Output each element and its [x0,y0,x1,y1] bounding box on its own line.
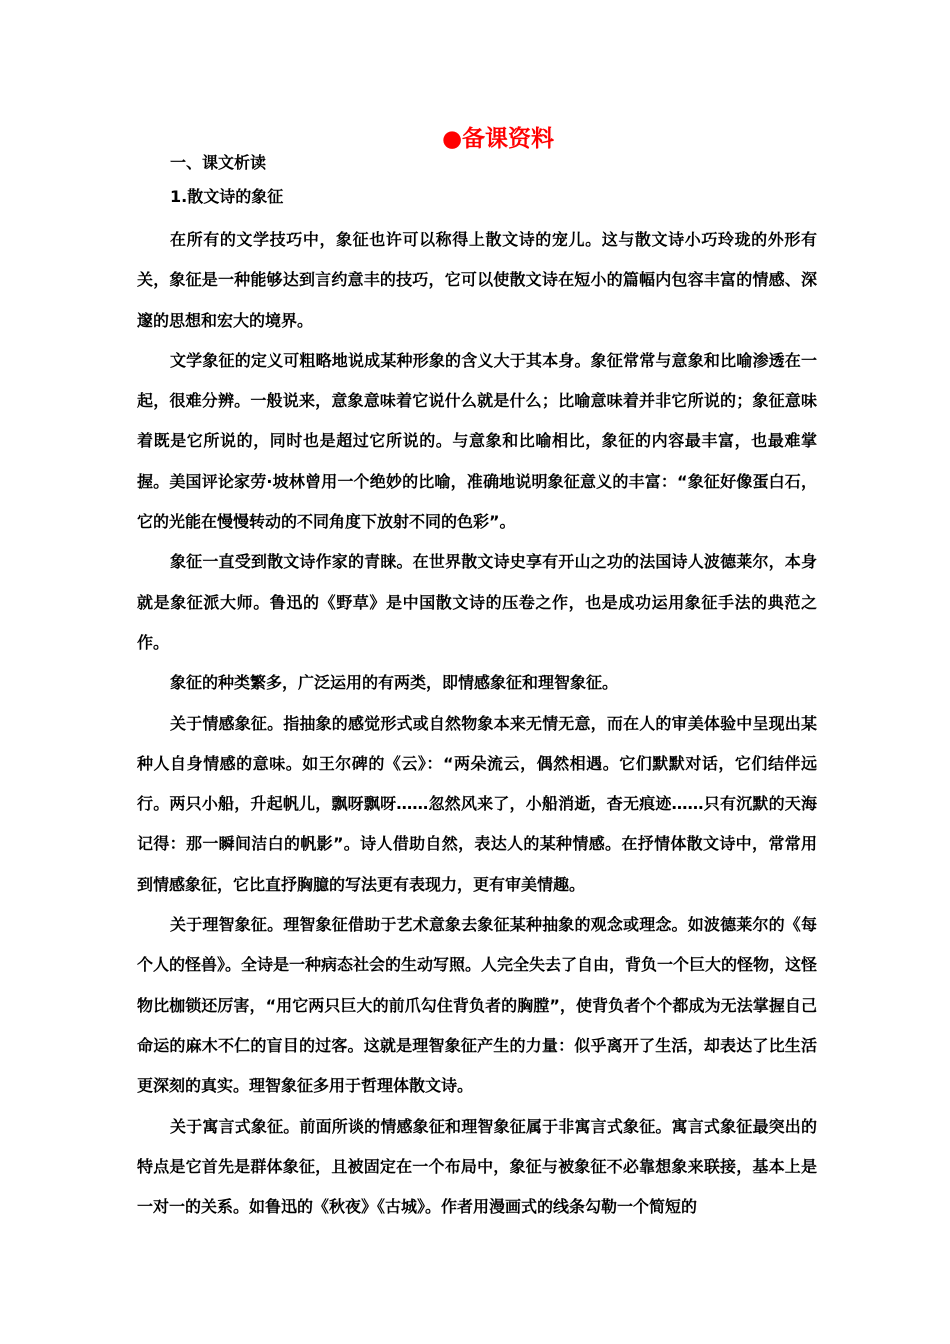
page-title: ●备课资料 [441,126,555,152]
paragraph: 关于理智象征。理智象征借助于艺术意象去象征某种抽象的观念或理念。如波德莱尔的《每个人的怪兽》。全诗是一种病态社会的生动写照。人完全失去了自由，背负一个巨大的怪物，这怪物比枷锁还厉害，“用它两只巨大的前爪勾住背负者的胸膛”，使背负者个个都成为无法掌握自己命运的麻木不仁的盲目的过客。这就是理智象征产生的力量：似乎离开了生活，却表达了比生活更深刻的真实。理智象征多用于哲理体散文诗。 [137,915,818,1096]
section-heading: 一、课文析读 [170,153,267,172]
paragraph: 文学象征的定义可粗略地说成某种形象的含义大于其本身。象征常常与意象和比喻渗透在一起，很难分辨。一般说来，意象意味着它说什么就是什么；比喻意味着并非它所说的；象征意味着既是它所说的，同时也是超过它所说的。与意象和比喻相比，象征的内容最丰富，也最难掌握。美国评论家劳·坡林曾用一个绝妙的比喻，准确地说明象征意义的丰富：“象征好像蛋白石，它的光能在慢慢转动的不同角度下放射不同的色彩”。 [137,350,817,532]
paragraph: 象征的种类繁多，广泛运用的有两类，即情感象征和理智象征。 [170,673,619,693]
paragraph: 象征一直受到散文诗作家的青睐。在世界散文诗史享有开山之功的法国诗人波德莱尔，本身就是象征派大师。鲁迅的《野草》是中国散文诗的压卷之作，也是成功运用象征手法的典范之作。 [137,552,817,652]
subsection-heading: 1.散文诗的象征 [170,187,284,206]
paragraph: 关于寓言式象征。前面所谈的情感象征和理智象征属于非寓言式象征。寓言式象征最突出的特点是它首先是群体象征，且被固定在一个布局中，象征与被象征不必靠想象来联接，基本上是一对一的关系。如鲁迅的《秋夜》《古城》。作者用漫画式的线条勾勒一个简短的 [137,1116,817,1217]
paragraph: 关于情感象征。指抽象的感觉形式或自然物象本来无情无意，而在人的审美体验中呈现出某种人自身情感的意味。如王尔碑的《云》：“两朵流云，偶然相遇。它们默默对话，它们结伴远行。两只小船，升起帆儿，飘呀飘呀……忽然风来了，小船消逝，杳无痕迹……只有沉默的天海记得：那一瞬间洁白的帆影”。诗人借助自然，表达人的某种情感。在抒情体散文诗中，常常用到情感象征，它比直抒胸臆的写法更有表现力，更有审美情趣。 [137,713,817,894]
body-text [137,220,817,1227]
paragraph: 在所有的文学技巧中，象征也许可以称得上散文诗的宠儿。这与散文诗小巧玲珑的外形有关，象征是一种能够达到言约意丰的技巧，它可以使散文诗在短小的篇幅内包容丰富的情感、深邃的思想和宏大的境界。 [137,230,817,330]
